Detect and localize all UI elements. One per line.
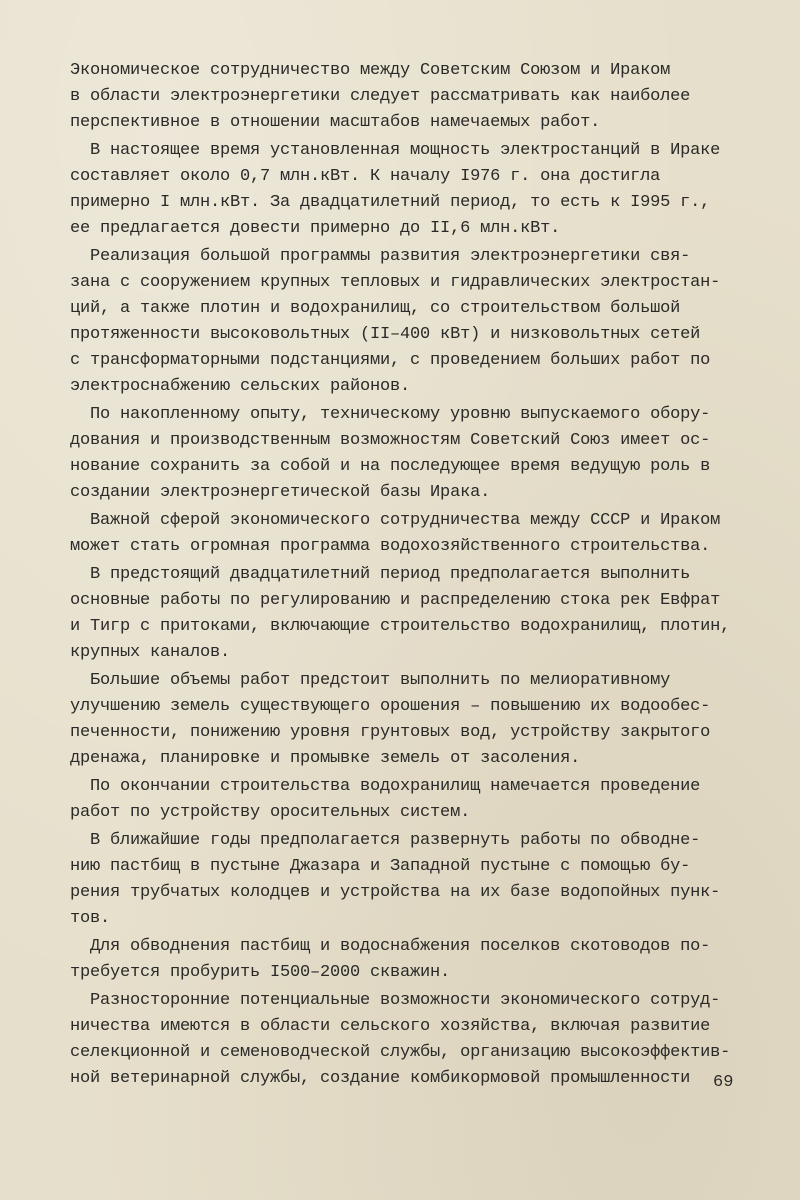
paragraph <box>70 402 760 506</box>
text-line: печенности, понижению уровня грунтовых вод, устройству закрытого <box>70 723 711 742</box>
text-line: протяженности высоковольтных (II–400 кВт) и низковольтных сетей <box>70 325 701 344</box>
text-line: составляет около 0,7 млн.кВт. К началу I976 г. она достигла <box>70 167 661 186</box>
text-line: Важной сферой экономического сотрудничества между СССР и Ираком <box>90 511 721 530</box>
text-line: в области электроэнергетики следует рассматривать как наиболее <box>70 87 691 106</box>
text-line: Разносторонние потенциальные возможности экономического сотруд- <box>90 991 721 1010</box>
text-line: с трансформаторными подстанциями, с проведением больших работ по <box>70 351 711 370</box>
text-line: дования и производственным возможностям Советский Союз имеет ос- <box>70 431 711 450</box>
text-line: крупных каналов. <box>70 643 231 662</box>
text-line: нию пастбищ в пустыне Джазара и Западной пустыне с помощью бу- <box>70 857 691 876</box>
text-line: Реализация большой программы развития электроэнергетики свя- <box>90 247 691 266</box>
text-line: и Тигр с притоками, включающие строительство водохранилищ, плотин, <box>70 617 731 636</box>
document-body <box>70 58 760 1094</box>
text-line: В предстоящий двадцатилетний период предполагается выполнить <box>90 565 691 584</box>
paragraph <box>70 562 760 666</box>
text-line: основные работы по регулированию и распределению стока рек Евфрат <box>70 591 721 610</box>
text-line: требуется пробурить I500–2000 скважин. <box>70 963 451 982</box>
text-line: По накопленному опыту, техническому уровню выпускаемого обору- <box>90 405 711 424</box>
paragraph <box>70 668 760 772</box>
text-line: Для обводнения пастбищ и водоснабжения поселков скотоводов по- <box>90 937 711 956</box>
text-line: нование сохранить за собой и на последующее время ведущую роль в <box>70 457 711 476</box>
text-line: зана с сооружением крупных тепловых и гидравлических электростан- <box>70 273 721 292</box>
text-line: По окончании строительства водохранилищ намечается проведение <box>90 777 701 796</box>
text-line: В ближайшие годы предполагается развернуть работы по обводне- <box>90 831 701 850</box>
paragraph <box>70 828 760 932</box>
text-line: ее предлагается довести примерно до II,6 млн.кВт. <box>70 219 561 238</box>
text-line: создании электроэнергетической базы Ирака. <box>70 483 491 502</box>
text-line: Экономическое сотрудничество между Советским Союзом и Ираком <box>70 61 671 80</box>
text-line: В настоящее время установленная мощность электростанций в Ираке <box>90 141 721 160</box>
text-line: селекционной и семеноводческой службы, организацию высокоэффектив- <box>70 1043 731 1062</box>
text-line: Большие объемы работ предстоит выполнить по мелиоративному <box>90 671 671 690</box>
text-line: электроснабжению сельских районов. <box>70 377 411 396</box>
text-line: примерно I млн.кВт. За двадцатилетний период, то есть к I995 г., <box>70 193 711 212</box>
text-line: ций, а также плотин и водохранилищ, со строительством большой <box>70 299 681 318</box>
page-number: 69 <box>713 1073 734 1092</box>
paragraph <box>70 244 760 400</box>
text-line: ной ветеринарной службы, создание комбикормовой промышленности <box>70 1069 691 1088</box>
paragraph <box>70 508 760 560</box>
paragraph <box>70 58 760 136</box>
text-line: улучшению земель существующего орошения – повышению их водообес- <box>70 697 711 716</box>
text-line: тов. <box>70 909 111 928</box>
text-line: рения трубчатых колодцев и устройства на их базе водопойных пунк- <box>70 883 721 902</box>
paragraph <box>70 988 760 1092</box>
paragraph <box>70 934 760 986</box>
paragraph <box>70 138 760 242</box>
text-line: может стать огромная программа водохозяйственного строительства. <box>70 537 711 556</box>
paragraph <box>70 774 760 826</box>
text-line: дренажа, планировке и промывке земель от засоления. <box>70 749 581 768</box>
text-line: работ по устройству оросительных систем. <box>70 803 471 822</box>
text-line: перспективное в отношении масштабов намечаемых работ. <box>70 113 601 132</box>
text-line: ничества имеются в области сельского хозяйства, включая развитие <box>70 1017 711 1036</box>
